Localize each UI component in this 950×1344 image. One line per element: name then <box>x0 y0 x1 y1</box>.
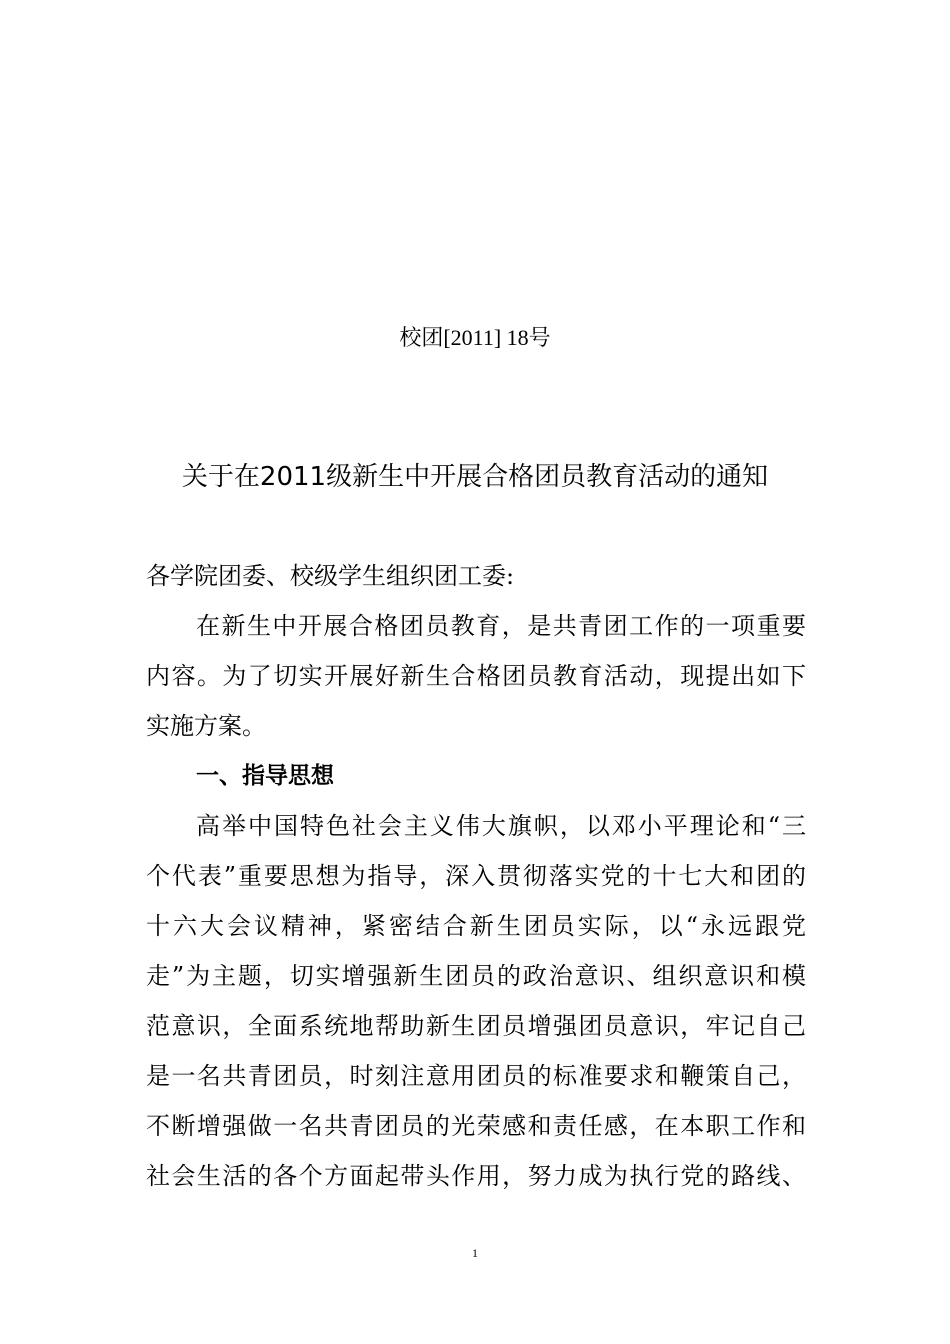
section-line: 个代表”重要思想为指导，深入贯彻落实党的十七大和团的 <box>146 862 806 890</box>
section-line: 不断增强做一名共青团员的光荣感和责任感，在本职工作和 <box>146 1112 806 1140</box>
document-number: 校团[2011] 18号 <box>399 325 551 350</box>
section-line: 十六大会议精神，紧密结合新生团员实际，以“永远跟党 <box>146 912 806 940</box>
intro-line: 内容。为了切实开展好新生合格团员教育活动，现提出如下 <box>146 662 806 690</box>
intro-line: 在新生中开展合格团员教育，是共青团工作的一项重要 <box>196 612 806 640</box>
page-number: 1 <box>472 1246 478 1260</box>
intro-line: 实施方案。 <box>146 712 266 740</box>
section-line: 社会生活的各个方面起带头作用，努力成为执行党的路线、 <box>146 1162 806 1190</box>
section-line: 范意识，全面系统地帮助新生团员增强团员意识，牢记自己 <box>146 1012 806 1040</box>
section-line: 高举中国特色社会主义伟大旗帜，以邓小平理论和“三 <box>196 812 806 840</box>
document-title: 关于在2011级新生中开展合格团员教育活动的通知 <box>181 462 769 492</box>
section-heading: 一、指导思想 <box>196 763 334 789</box>
section-line: 走”为主题，切实增强新生团员的政治意识、组织意识和模 <box>146 962 806 990</box>
section-line: 是一名共青团员，时刻注意用团员的标准要求和鞭策自己， <box>146 1062 806 1090</box>
salutation: 各学院团委、校级学生组织团工委: <box>146 562 515 590</box>
